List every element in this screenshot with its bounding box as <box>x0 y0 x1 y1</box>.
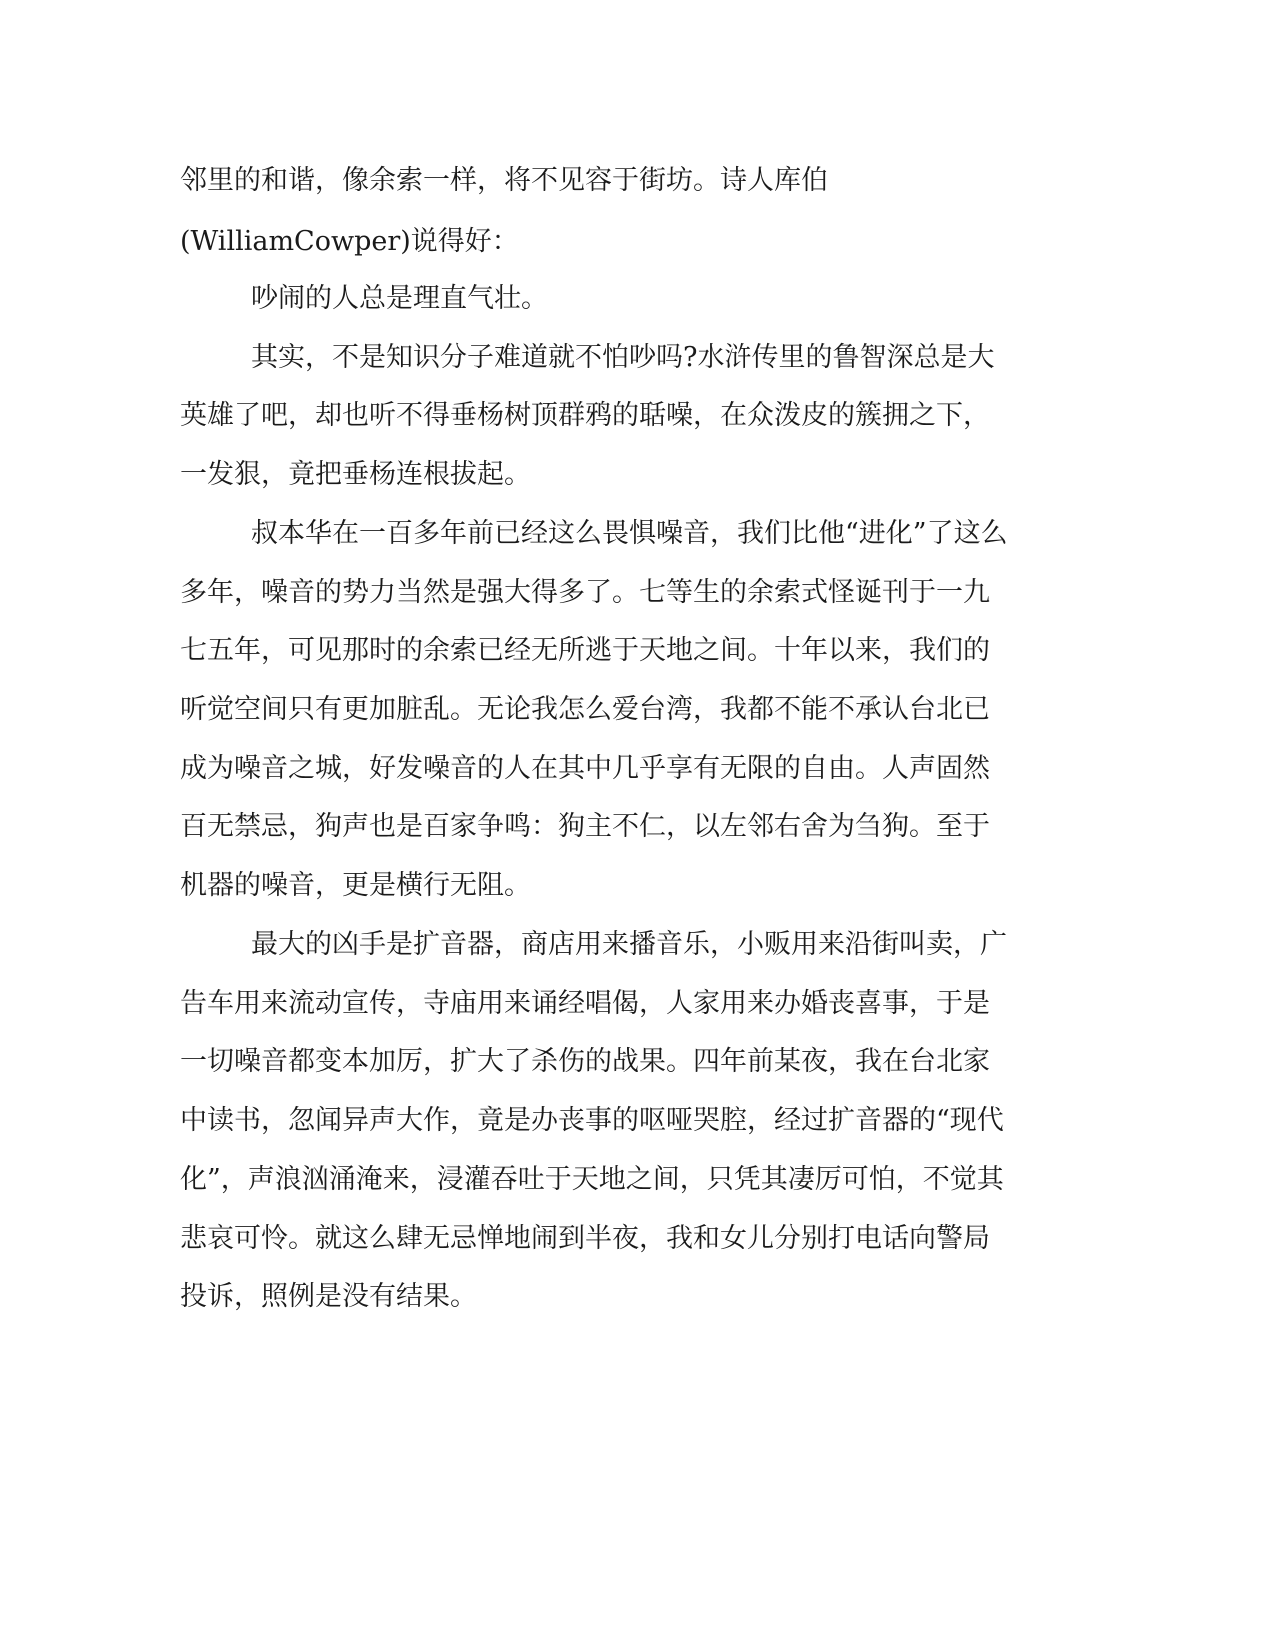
text-line: (WilliamCowper)说得好： <box>180 226 519 257</box>
text-line: 听觉空间只有更加脏乱。无论我怎么爱台湾，我都不能不承认台北已 <box>180 694 990 725</box>
text-line: 吵闹的人总是理直气壮。 <box>251 283 548 314</box>
text-line: 投诉，照例是没有结果。 <box>180 1281 477 1312</box>
text-line: 七五年，可见那时的余索已经无所逃于天地之间。十年以来，我们的 <box>180 635 990 666</box>
text-line: 机器的噪音，更是横行无阻。 <box>180 870 531 901</box>
text-line: 一发狠，竟把垂杨连根拔起。 <box>180 459 531 490</box>
text-line: 中读书，忽闻异声大作，竟是办丧事的呕哑哭腔，经过扩音器的“现代 <box>180 1105 1004 1136</box>
text-line: 化”，声浪汹涌淹来，浸灌吞吐于天地之间，只凭其凄厉可怕，不觉其 <box>180 1164 1004 1195</box>
text-line: 百无禁忌，狗声也是百家争鸣：狗主不仁，以左邻右舍为刍狗。至于 <box>180 811 990 842</box>
text-line: 最大的凶手是扩音器，商店用来播音乐，小贩用来沿街叫卖，广 <box>251 929 1007 960</box>
text-line: 叔本华在一百多年前已经这么畏惧噪音，我们比他“进化”了这么 <box>251 518 1008 549</box>
text-line: 告车用来流动宣传，寺庙用来诵经唱偈，人家用来办婚丧喜事，于是 <box>180 988 990 1019</box>
text-line: 成为噪音之城，好发噪音的人在其中几乎享有无限的自由。人声固然 <box>180 753 990 784</box>
text-line: 英雄了吧，却也听不得垂杨树顶群鸦的聒噪，在众泼皮的簇拥之下， <box>180 400 990 431</box>
text-line: 多年，噪音的势力当然是强大得多了。七等生的余索式怪诞刊于一九 <box>180 577 990 608</box>
text-line: 其实，不是知识分子难道就不怕吵吗?水浒传里的鲁智深总是大 <box>251 342 995 373</box>
text-line: 邻里的和谐，像余索一样，将不见容于街坊。诗人库伯 <box>180 165 828 196</box>
text-line: 一切噪音都变本加厉，扩大了杀伤的战果。四年前某夜，我在台北家 <box>180 1046 990 1077</box>
text-line: 悲哀可怜。就这么肆无忌惮地闹到半夜，我和女儿分别打电话向警局 <box>180 1223 990 1254</box>
